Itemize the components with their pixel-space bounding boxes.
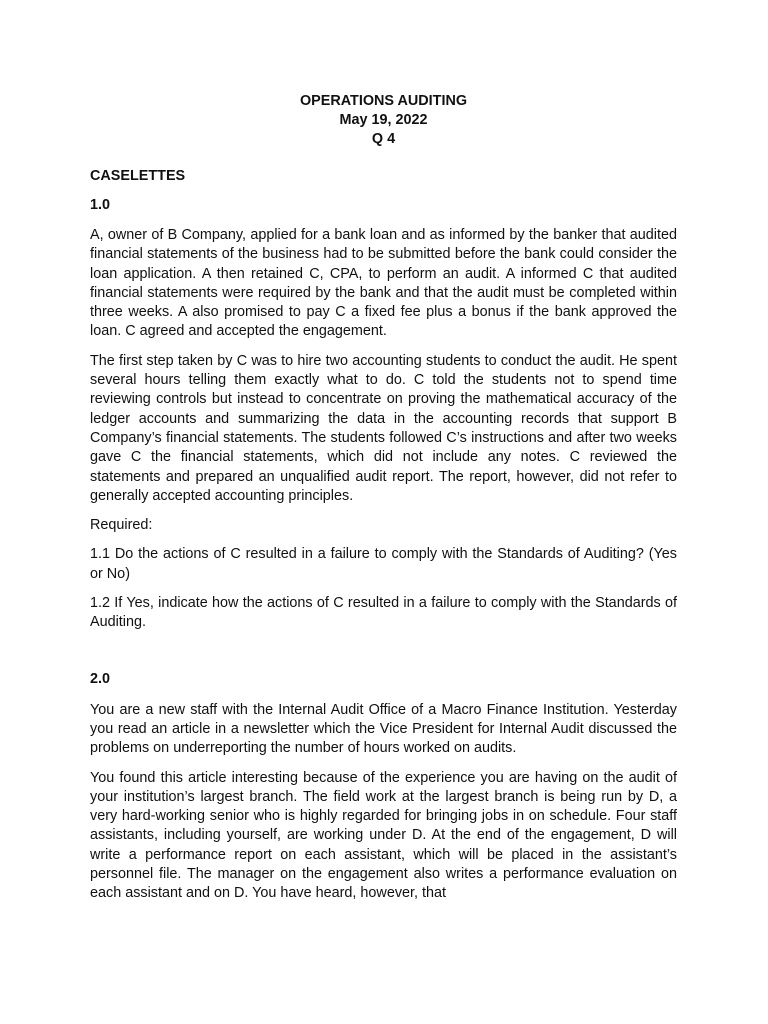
document-date: May 19, 2022 [339, 112, 428, 128]
case1-question-1-1: 1.1 Do the actions of C resulted in a failure to comply with the Standards of Auditing? (Yes or No) [90, 546, 677, 582]
case2-paragraph-2: You found this article interesting because of the experience you are having on the audit of your institution’s largest branch. The field work at the largest branch is being run by D, a very hard-working senior who is highly regarded for bringing jobs in on schedule. Four staff assistants, including yourself, are working under D. At the end of the engagement, D will write a performance report on each assistant, which will be placed in the assistant’s personnel file. The manager on the engagement also writes a performance evaluation on each assistant and on D. You have heard, however, that [90, 769, 677, 902]
document-page [90, 92, 677, 904]
section-heading: CASELETTES [90, 168, 186, 184]
quiz-label: Q 4 [371, 131, 396, 147]
case1-paragraph-2: The first step taken by C was to hire two accounting students to conduct the audit. He spent several hours telling them exactly what to do. C told the students not to spend time reviewing controls but instead to concentrate on proving the mathematical accuracy of the ledger accounts and summarizing the data in the accounting records that support B Company’s financial statements. The students followed C’s instructions and after two weeks gave C the financial statements, which did not include any notes. C reviewed the statements and prepared an unqualified audit report. The report, however, did not refer to generally accepted accounting principles. [90, 352, 677, 504]
case1-question-1-2: 1.2 If Yes, indicate how the actions of C resulted in a failure to comply with the Standards of Auditing. [90, 595, 677, 631]
case1-required-label: Required: [90, 517, 153, 534]
case1-paragraph-1: A, owner of B Company, applied for a bank loan and as informed by the banker that audited financial statements of the business had to be submitted before the bank could consider the loan application. A then retained C, CPA, to perform an audit. A informed C that audited financial statements were required by the bank and that the audit must be completed within three weeks. A also promised to pay C a fixed fee plus a bonus if the bank approved the loan. C agreed and accepted the engagement. [90, 227, 677, 340]
document-header [90, 92, 677, 149]
case2-paragraph-1: You are a new staff with the Internal Audit Office of a Macro Finance Institution. Yesterday you read an article in a newsletter which the Vice President for Internal Audit discussed the problems on underreporting the number of hours worked on audits. [90, 701, 677, 757]
case1-number: 1.0 [90, 197, 111, 213]
case2-number: 2.0 [90, 670, 111, 687]
document-title: OPERATIONS AUDITING [299, 93, 468, 109]
